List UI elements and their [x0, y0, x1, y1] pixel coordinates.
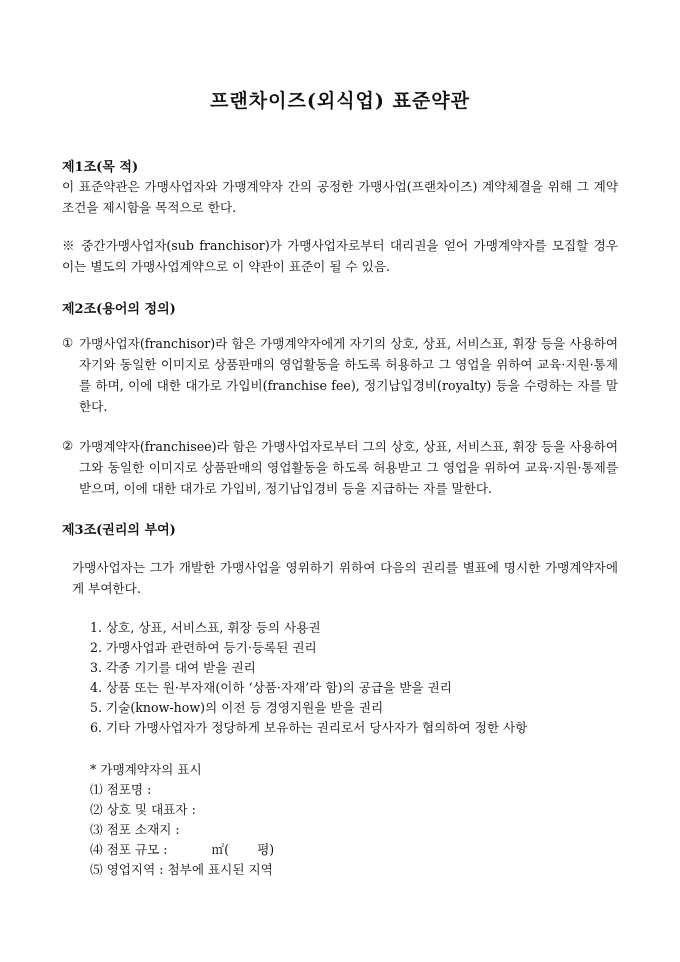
right-item: 6. 기타 가맹사업자가 정당하게 보유하는 권리로서 당사자가 협의하여 정한 사항 — [90, 720, 528, 735]
definition-1-marker: ① — [62, 335, 74, 350]
right-item: 5. 기술(know-how)의 이전 등 경영지원을 받을 권리 — [90, 700, 384, 715]
franchisee-display-item: ⑵ 상호 및 대표자 : — [90, 802, 196, 817]
definition-2-marker: ② — [62, 438, 74, 453]
definition-2-text: 가맹계약자(franchisee)라 함은 가맹사업자로부터 그의 상호, 상표, 서비스표, 휘장 등을 사용하여 그와 동일한 이미지로 상품판매의 영업활동을 하도록 허용받고 그 영업을 위하여 교육·지원·통제를 받으며, 이에 대한 대가로 가입비, 정기납입경비 등을 지급하는 자를 말한다. — [79, 439, 618, 496]
right-item: 1. 상호, 상표, 서비스표, 휘장 등의 사용권 — [90, 620, 321, 635]
franchisee-display-item: ⑶ 점포 소재지 : — [90, 822, 180, 837]
franchisee-display-heading: * 가맹계약자의 표시 — [90, 762, 202, 777]
article-1-body: 이 표준약관은 가맹사업자와 가맹계약자 간의 공정한 가맹사업(프랜차이즈) 계약체결을 위해 그 계약조건을 제시함을 목적으로 한다. — [62, 179, 618, 215]
franchisee-display-item: ⑴ 점포명 : — [90, 782, 152, 797]
right-item: 3. 각종 기기를 대여 받을 권리 — [90, 660, 256, 675]
article-2-heading: 제2조(용어의 정의) — [62, 302, 176, 317]
article-3-heading: 제3조(권리의 부여) — [62, 523, 176, 538]
article-1-heading: 제1조(목 적) — [62, 160, 139, 175]
definition-1-text: 가맹사업자(franchisor)라 함은 가맹계약자에게 자기의 상호, 상표, 서비스표, 휘장 등을 사용하여 자기와 동일한 이미지로 상품판매의 영업활동을 하도록 허용하고 그 영업을 위하여 교육·지원·통제를 하며, 이에 대한 대가로 가입비(franchise fee), 정기납입경비(royalty) 등을 수령하는 자를 말한다. — [79, 336, 618, 414]
franchisee-display-item: ⑸ 영업지역 : 첨부에 표시된 지역 — [90, 862, 273, 877]
article-3-intro: 가맹사업자는 그가 개발한 가맹사업을 영위하기 위하여 다음의 권리를 별표에 명시한 가맹계약자에게 부여한다. — [72, 560, 618, 596]
franchisee-display-item: ⑷ 점포 규모 : ㎡( 평) — [90, 842, 275, 857]
right-item: 2. 가맹사업과 관련하여 등기·등록된 권리 — [90, 640, 317, 655]
article-1-note: ※ 중간가맹사업자(sub franchisor)가 가맹사업자로부터 대리권을 얻어 가맹계약자를 모집할 경우 이는 별도의 가맹사업계약으로 이 약관이 표준이 될 수 있음. — [62, 238, 618, 274]
document-title: 프랜차이즈(외식업) 표준약관 — [210, 90, 470, 112]
right-item: 4. 상품 또는 원·부자재(이하 ‘상품·자재’라 함)의 공급을 받을 권리 — [90, 680, 452, 695]
